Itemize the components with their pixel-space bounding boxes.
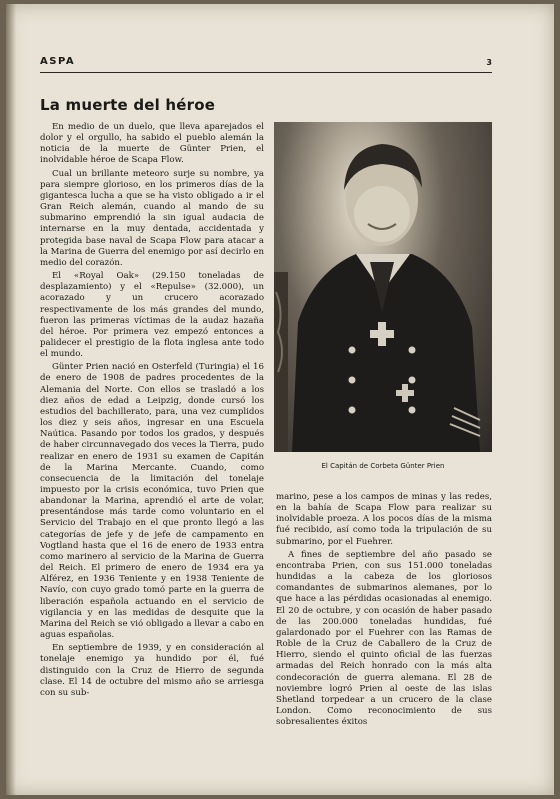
paragraph: En medio de un duelo, que lleva aparejados el dolor y el orgullo, ha sabido el pueblo alemán la noticia de la muerte de Günter Prien, el inolvidable héroe de Scapa Flow. [40, 122, 264, 166]
magazine-page [6, 4, 554, 795]
page-edge-shadow [6, 4, 16, 795]
portrait-illustration [274, 122, 492, 452]
article-title: La muerte del héroe [40, 96, 216, 114]
photo-caption: El Capitán de Corbeta Günter Prien [321, 462, 445, 470]
paragraph: Cual un brillante meteoro surje su nombre, ya para siempre glorioso, en los primeros días de la gigantesca lucha a que se ha visto obligado a ir el Gran Reich alemán, cuando al mando de su submarino emprendió la sin igual audacia de internarse en la muy dentada, accidentada y protegida base naval de Scapa Flow para atacar a la Marina de Guerra del enemigo por así decirlo en medio del corazón. [40, 168, 264, 268]
article-column-left [40, 122, 264, 701]
paragraph: En septiembre de 1939, y en consideración al tonelaje enemigo ya hundido por él, fué distinguido con la Cruz de Hierro de segunda clase. El 14 de octubre del mismo año se arriesga con su sub- [40, 643, 264, 698]
page-number: 3 [486, 58, 492, 67]
magazine-name: ASPA [40, 56, 76, 67]
paragraph: Günter Prien nació en Osterfeld (Turingia) el 16 de enero de 1908 de padres procedentes de la Alemania del Norte. Con ellos se trasladó a los diez años de edad a Leipzig, donde cursó los estudios del bachillerato, para, una vez cumplidos los diez y seis años, ingresar en una Escuela Naútica. Pasando por todos los grados, y después de haber circunnavegado dos veces la Tierra, pudo realizar en enero de 1931 su examen de Capitán de la Marina Mercante. Cuando, como consecuencia de la limitación del tonelaje impuesto por la crisis económica, tuvo Prien que abandonar la Marina, aprendió el arte de volar, presentándose más tarde como voluntario en el Servicio del Trabajo en el que pronto llegó a las categorías de jefe y de jefe de campamento en Vogtland hasta que el 16 de enero de 1933 entra como marinero al servicio de la Marina de Guerra del Reich. El primero de enero de 1934 era ya Alférez, en 1936 Teniente y en 1938 Teniente de Navío, con cuyo grado tomó parte en la guerra de liberación española actuando en el servicio de vigilancia y en las medidas de desquite que la Marina del Reich se vió obligado a llevar a cabo en aguas españolas. [40, 362, 264, 641]
paragraph: A fines de septiembre del año pasado se encontraba Prien, con sus 151.000 toneladas hundidas a la cabeza de los gloriosos comandantes de submarinos alemanes, por lo que hace a las pérdidas ocasionadas al enemigo. El 20 de octubre, y con ocasión de haber pasado de las 200.000 toneladas hundidas, fué galardonado por el Fuehrer con las Ramas de Roble de la Cruz de Caballero de la Cruz de Hierro, siendo el quinto oficial de las fuerzas armadas del Reich honrado con la más alta condecoración de guerra alemana. El 28 de noviembre logró Prien al oeste de las islas Shetland torpedear a un crucero de la clase London. Como reconocimiento de sus sobresalientes éxitos [276, 549, 492, 728]
paragraph: El «Royal Oak» (29.150 toneladas de desplazamiento) y el «Repulse» (32.000), un acorazado y un crucero acorazado respectivamente de los más grandes del mundo, fueron las primeras víctimas de la audaz hazaña del héroe. Por primera vez empezó entonces a palidecer el prestigio de la flota inglesa ante todo el mundo. [40, 271, 264, 360]
article-column-right [276, 492, 492, 730]
header-rule [40, 72, 492, 73]
paragraph: marino, pese a los campos de minas y las redes, en la bahía de Scapa Flow para realizar su inolvidable proeza. A los pocos días de la misma fué recibido, así como toda la tripulación de su submarino, por el Fuehrer. [276, 492, 492, 547]
portrait-photo [274, 122, 492, 452]
